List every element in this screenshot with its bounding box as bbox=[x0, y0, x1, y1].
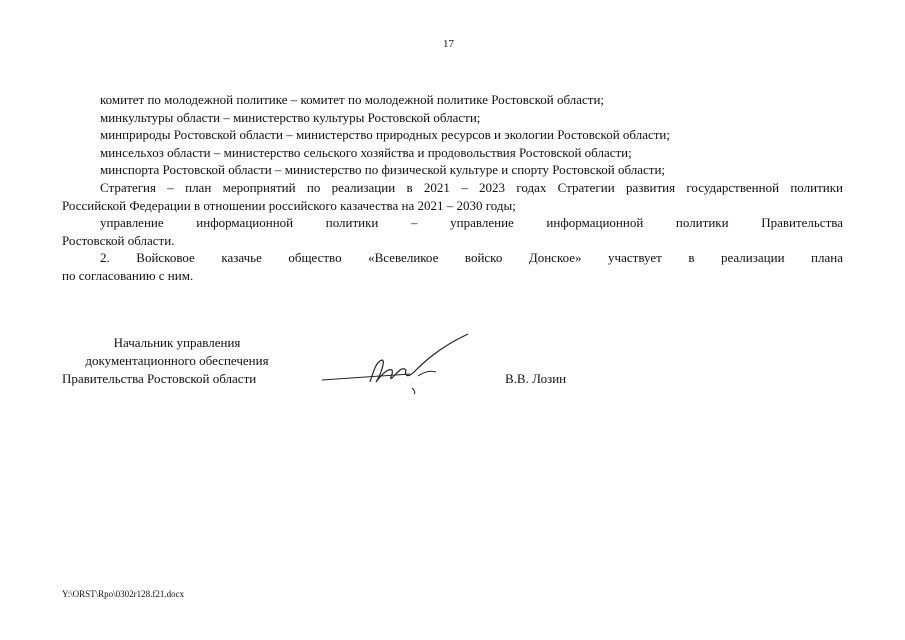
paragraph-agriculture-ministry: минсельхоз области – министерство сельского хозяйства и продовольствия Ростовской области; bbox=[100, 144, 632, 160]
paragraph-info-policy-line1: управление информационной политики – управление информационной политики Правительства bbox=[100, 215, 843, 231]
paragraph-sport-ministry: минспорта Ростовской области – министерство по физической культуре и спорту Ростовской области; bbox=[100, 162, 666, 178]
paragraph-info-policy-line2: Ростовской области. bbox=[62, 232, 175, 248]
page-number: 17 bbox=[443, 38, 454, 50]
paragraph-nature-ministry: минприроды Ростовской области – министерство природных ресурсов и экологии Ростовской области; bbox=[100, 127, 670, 143]
paragraph-strategy-line2: Российской Федерации в отношении российского казачества на 2021 – 2030 годы; bbox=[62, 197, 516, 213]
body-text bbox=[62, 91, 843, 285]
paragraph-strategy-line1: Стратегия – план мероприятий по реализации в 2021 – 2023 годах Стратегии развития государственной политики bbox=[100, 179, 843, 195]
signer-name: В.В. Лозин bbox=[505, 371, 567, 386]
footer-file-path: Y:\ORST\Rpo\0302r128.f21.docx bbox=[62, 589, 185, 599]
signer-title-line2: документационного обеспечения bbox=[85, 353, 269, 368]
paragraph-youth-committee: комитет по молодежной политике – комитет по молодежной политике Ростовской области; bbox=[100, 92, 605, 107]
signer-title-line3: Правительства Ростовской области bbox=[62, 371, 257, 386]
signer-title-line1: Начальник управления bbox=[113, 335, 241, 350]
paragraph-culture-ministry: минкультуры области – министерство культуры Ростовской области; bbox=[100, 109, 481, 125]
handwritten-signature bbox=[318, 330, 468, 400]
paragraph-cossack-society-line2: по согласованию с ним. bbox=[62, 267, 194, 283]
paragraph-cossack-society-line1: 2. Войсковое казачье общество «Всевеликое войско Донское» участвует в реализации плана bbox=[100, 250, 843, 266]
